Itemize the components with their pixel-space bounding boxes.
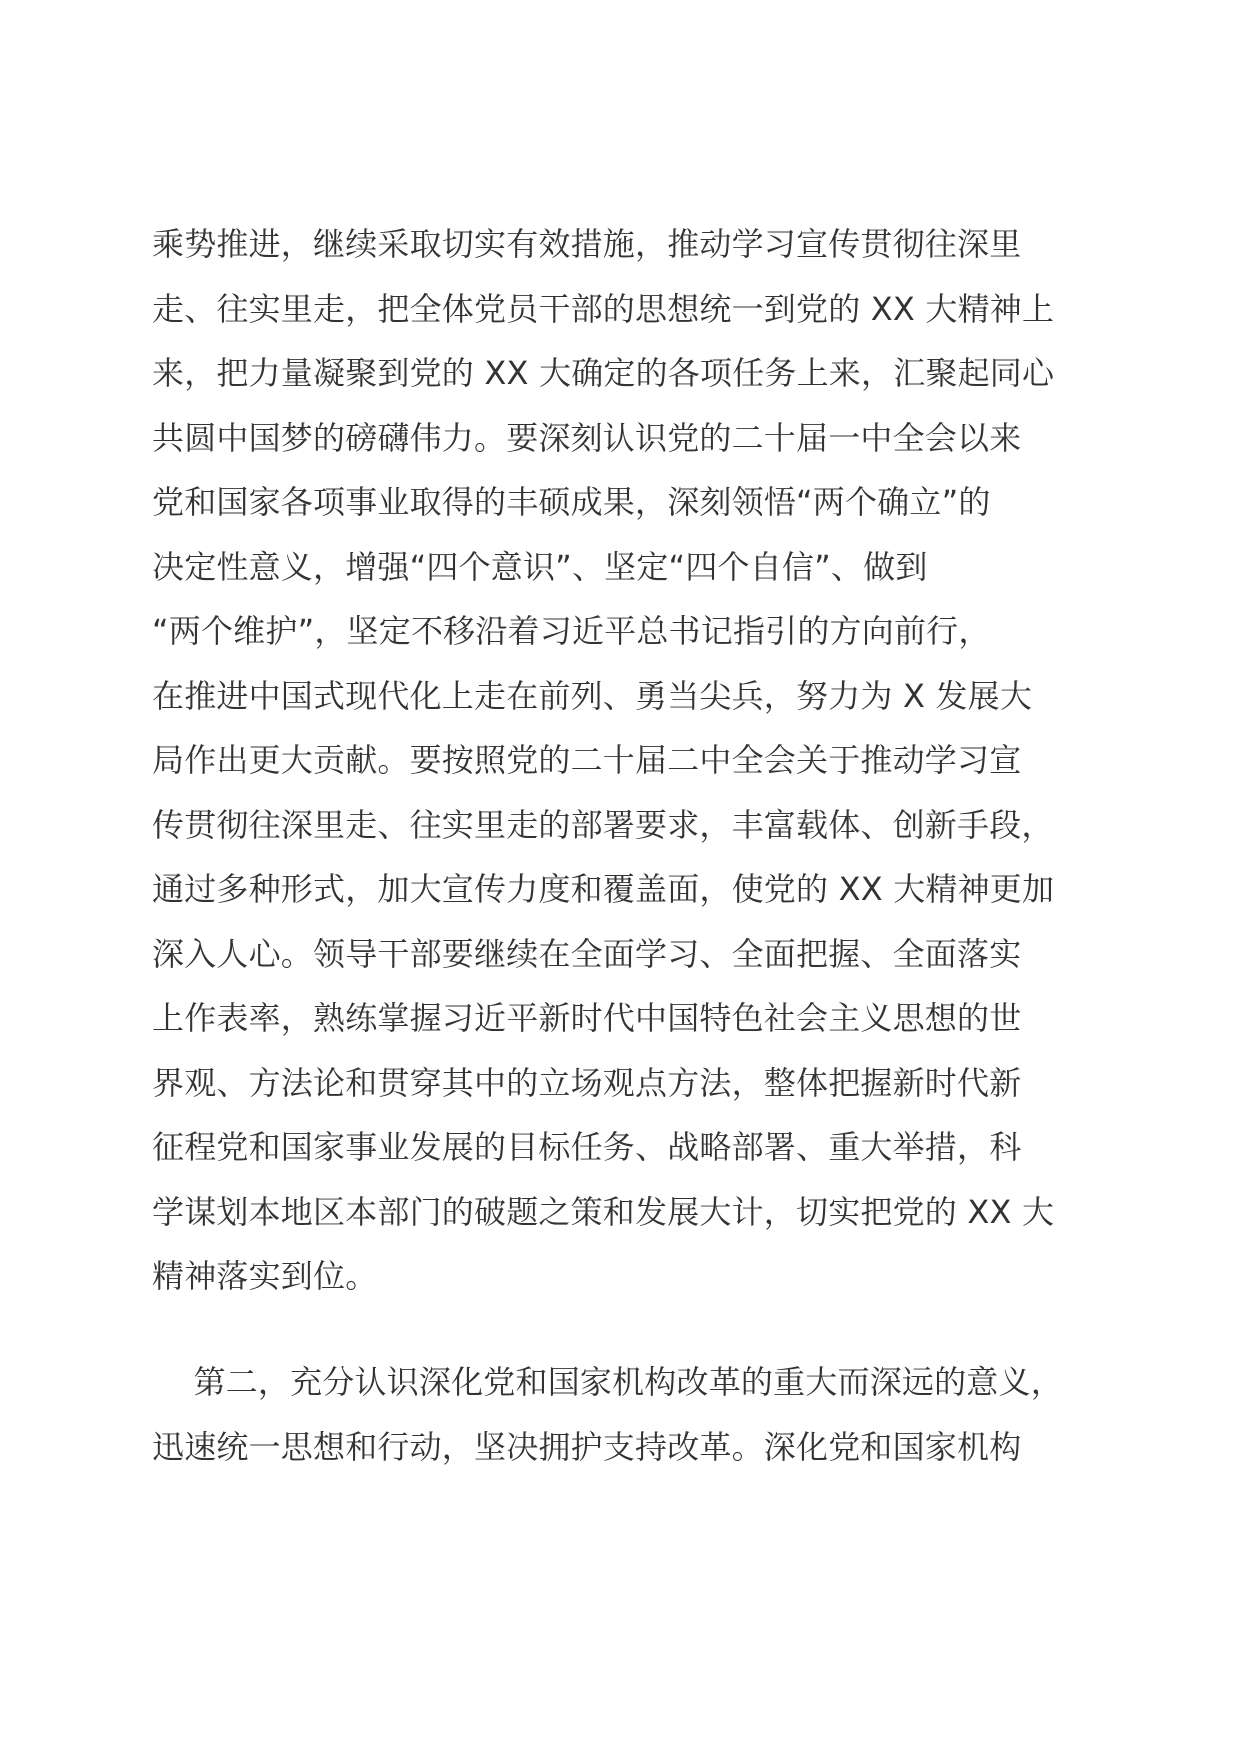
text-line: 走、往实里走，把全体党员干部的思想统一到党的 XX 大精神上 — [152, 289, 1055, 328]
text-line: 上作表率，熟练掌握习近平新时代中国特色社会主义思想的世 — [152, 999, 1022, 1037]
text-line: 精神落实到位。 — [152, 1257, 378, 1295]
text-line: 在推进中国式现代化上走在前列、勇当尖兵，努力为 X 发展大 — [152, 676, 1033, 715]
text-line: 乘势推进，继续采取切实有效措施，推动学习宣传贯彻往深里 — [152, 225, 1022, 263]
text-line: 决定性意义，增强“四个意识”、坚定“四个自信”、做到 — [152, 547, 928, 586]
text-line: 第二，充分认识深化党和国家机构改革的重大而深远的意义， — [152, 1363, 1063, 1401]
body-paragraph-1 — [152, 212, 1112, 1309]
text-line: 通过多种形式，加大宣传力度和覆盖面，使党的 XX 大精神更加 — [152, 870, 1055, 908]
text-line: 共圆中国梦的磅礴伟力。要深刻认识党的二十届一中全会以来 — [152, 418, 1022, 457]
text-line: 党和国家各项事业取得的丰硕成果，深刻领悟“两个确立”的 — [152, 483, 991, 521]
text-line: 征程党和国家事业发展的目标任务、战略部署、重大举措，科 — [152, 1128, 1022, 1166]
body-paragraph-2 — [152, 1350, 1112, 1479]
text-line: 迅速统一思想和行动，坚决拥护支持改革。深化党和国家机构 — [152, 1427, 1022, 1466]
text-line: 界观、方法论和贯穿其中的立场观点方法，整体把握新时代新 — [152, 1063, 1022, 1102]
text-line: 学谋划本地区本部门的破题之策和发展大计，切实把党的 XX 大 — [152, 1192, 1055, 1231]
text-line: 局作出更大贡献。要按照党的二十届二中全会关于推动学习宣 — [152, 741, 1022, 779]
text-line: 深入人心。领导干部要继续在全面学习、全面把握、全面落实 — [152, 934, 1022, 973]
text-line: 传贯彻往深里走、往实里走的部署要求，丰富载体、创新手段， — [152, 805, 1054, 844]
text-line: 来，把力量凝聚到党的 XX 大确定的各项任务上来，汇聚起同心 — [152, 354, 1055, 392]
text-line: “两个维护”，坚定不移沿着习近平总书记指引的方向前行， — [152, 612, 991, 650]
